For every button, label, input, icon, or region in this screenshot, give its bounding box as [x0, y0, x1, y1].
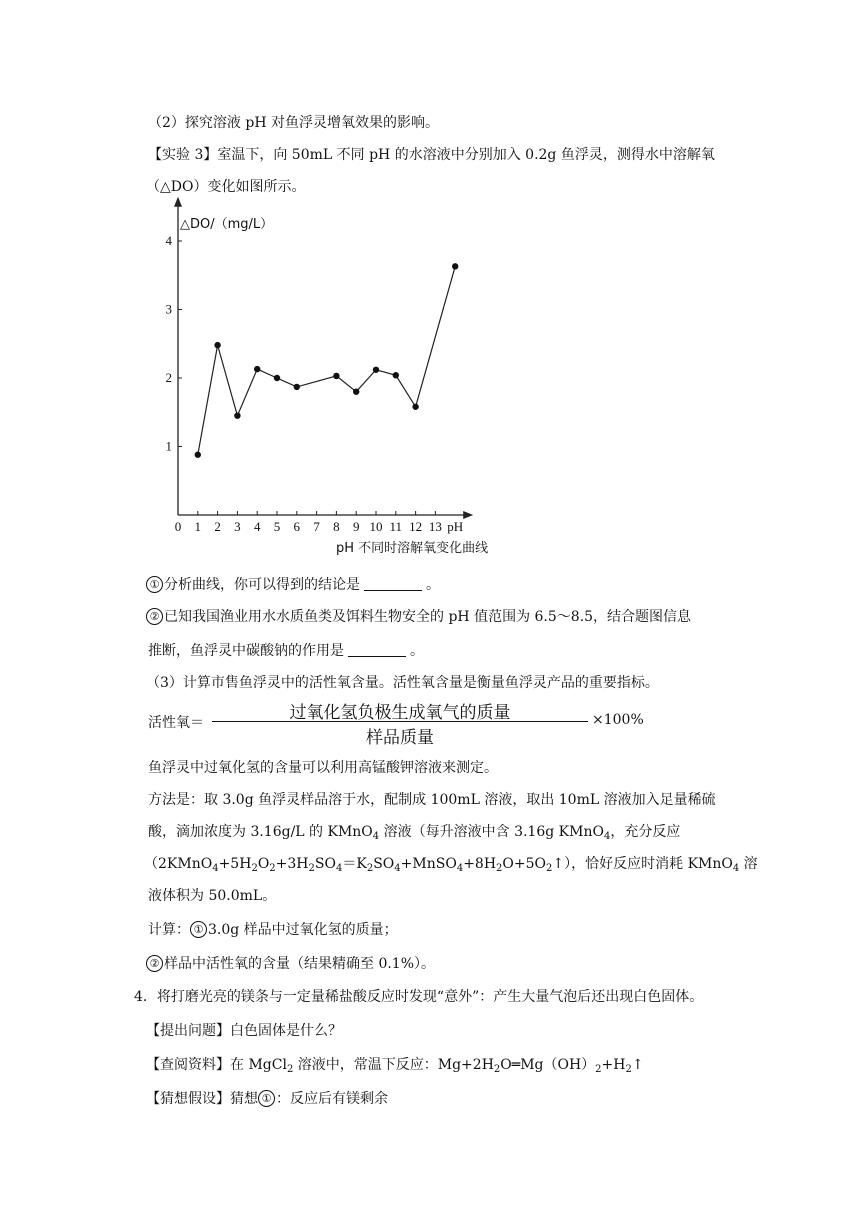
x-tick-label: 5 — [273, 519, 281, 534]
circled-number-2: ② — [146, 955, 163, 972]
x-tick-label: 2 — [214, 519, 221, 534]
x-tick-label: 8 — [333, 519, 340, 534]
y-tick-label: 1 — [165, 438, 172, 454]
question-2: ② 已知我国渔业用水水质鱼类及饵料生物安全的 pH 值范围为 6.5～8.5，结合题图信息 — [146, 607, 691, 627]
question-part-2: （2）探究溶液 pH 对鱼浮灵增氧效果的影响。 — [148, 115, 439, 131]
x-tick-label: 6 — [293, 519, 301, 534]
answer-blank[interactable] — [364, 576, 422, 591]
data-point — [254, 366, 260, 372]
circled-number-1: ① — [146, 576, 163, 593]
data-point — [353, 389, 359, 395]
x-tick-label: 0 — [174, 519, 182, 534]
x-tick-label: 1 — [194, 519, 202, 534]
question-part-3: （3）计算市售鱼浮灵中的活性氧含量。活性氧含量是衡量鱼浮灵产品的重要指标。 — [146, 675, 659, 691]
q4-hypothesis: 【猜想假设】猜想 ① ：反应后有镁剩余 — [146, 1091, 388, 1107]
x-tick-label: 13 — [428, 519, 442, 534]
y-axis-arrow — [174, 197, 182, 207]
chart-axes — [174, 197, 473, 519]
do-ph-chart — [165, 210, 510, 560]
formula-numerator: 过氧化氢负极生成氧气的质量 — [289, 703, 511, 723]
data-point — [373, 367, 379, 373]
data-point — [214, 342, 220, 348]
data-point — [294, 384, 300, 390]
x-tick-label: 3 — [234, 519, 241, 534]
method-intro: 鱼浮灵中过氧化氢的含量可以利用高锰酸钾溶液来测定。 — [148, 760, 498, 776]
data-point — [195, 452, 201, 458]
y-axis-label: △DO/（mg/L） — [180, 217, 274, 232]
experiment-3-text: 【实验 3】室温下，向 50mL 不同 pH 的水溶液中分别加入 0.2g 鱼浮灵，测得水中溶解氧 — [148, 147, 715, 163]
x-axis-label: pH — [447, 519, 464, 534]
calc-1: 计算： ① 3.0g 样品中过氧化氢的质量； — [148, 922, 398, 938]
x-axis-arrow — [463, 511, 473, 519]
chart-caption: pH 不同时溶解氧变化曲线 — [336, 541, 489, 556]
method-text: 方法是：取 3.0g 鱼浮灵样品溶于水，配制成 100mL 溶液，取出 10mL 溶液加入足量稀硫 — [148, 792, 716, 808]
question-1: ① 分析曲线，你可以得到的结论是 。 — [146, 575, 440, 595]
circled-number-1: ① — [190, 921, 207, 938]
x-tick-label: 10 — [369, 519, 383, 534]
q4-reference: 【查阅资料】在 MgCl$_2$ 溶液中，常温下反应：$Mg+2H_2O═Mg(OH)_2+H_2↑$ — [146, 1057, 644, 1075]
circled-number-2: ② — [146, 608, 163, 625]
x-tick-label: 9 — [352, 519, 360, 534]
y-tick-label: 3 — [165, 301, 172, 317]
answer-blank[interactable] — [348, 642, 406, 657]
chart-points — [195, 263, 459, 458]
x-tick-label: 12 — [409, 519, 423, 534]
x-tick-label: 4 — [253, 519, 261, 534]
experiment-3-text-cont: （△DO）变化如图所示。 — [146, 179, 306, 195]
reaction-equation: $(2KMnO_4+5H_2O_2+3H_2SO_4=K_2SO_4+MnSO_4+8H_2O+5O_2↑)$，恰好反应时消耗 KMnO$_4$ 溶 — [144, 856, 758, 874]
data-point — [452, 263, 458, 269]
formula-denominator: 样品质量 — [366, 728, 434, 748]
data-point — [393, 372, 399, 378]
question-2-cont: 推断，鱼浮灵中碳酸钠的作用是 。 — [148, 643, 424, 659]
formula-rhs: ×100% — [592, 712, 644, 728]
data-point — [412, 404, 418, 410]
question-4: 4．将打磨光亮的镁条与一定量稀盐酸反应时发现“意外”：产生大量气泡后还出现白色固体。 — [134, 989, 704, 1005]
data-point — [333, 373, 339, 379]
series-line — [198, 266, 455, 454]
y-tick-label: 2 — [165, 370, 172, 385]
y-tick-label: 4 — [165, 233, 172, 248]
data-point — [274, 375, 280, 381]
q4-question: 【提出问题】白色固体是什么？ — [146, 1023, 342, 1039]
x-tick-label: 11 — [389, 519, 403, 534]
calc-2: ② 样品中活性氧的含量（结果精确至 0.1%）。 — [146, 954, 435, 974]
formula-lhs: 活性氧＝ — [148, 715, 204, 731]
x-tick-label: 7 — [313, 519, 320, 534]
circled-number-1: ① — [258, 1090, 275, 1107]
volume-text: 液体积为 50.0mL。 — [148, 888, 277, 904]
fraction-bar — [212, 721, 588, 722]
method-text-cont: 酸，滴加浓度为 3.16g/L 的 KMnO$_4$ 溶液（每升溶液中含 3.16g KMnO$_4$，充分反应 — [148, 824, 681, 842]
data-point — [234, 412, 240, 418]
